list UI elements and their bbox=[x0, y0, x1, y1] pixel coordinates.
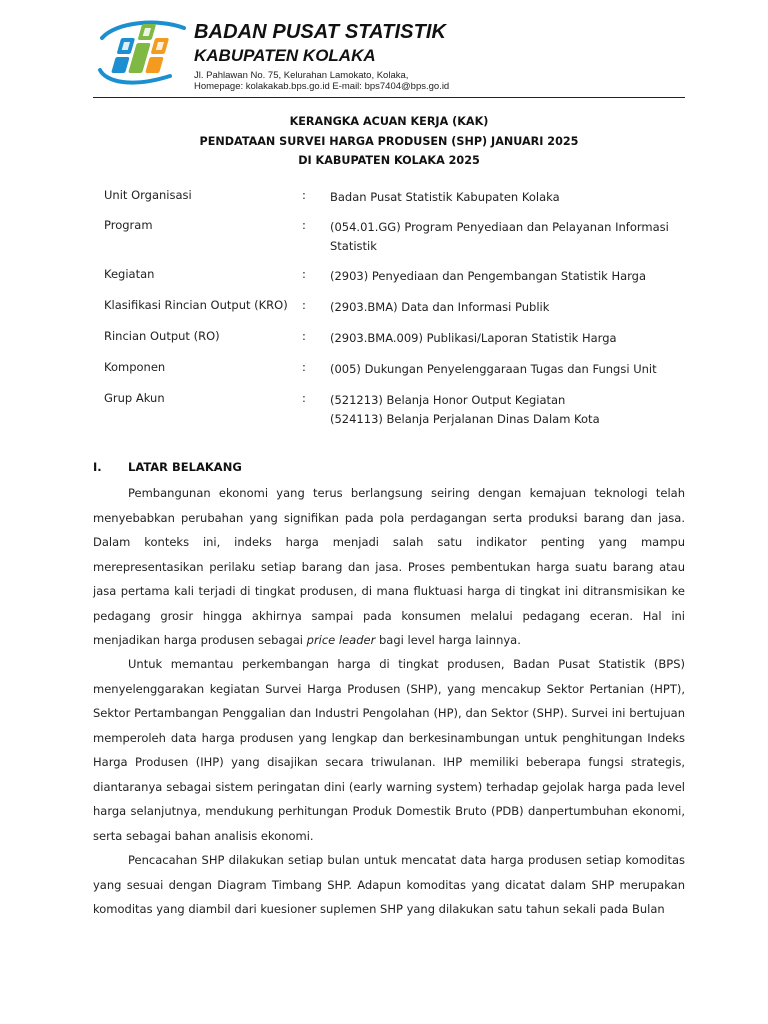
info-value-line: Badan Pusat Statistik Kabupaten Kolaka bbox=[330, 190, 560, 204]
document-title bbox=[93, 112, 685, 171]
info-colon: : bbox=[302, 391, 306, 405]
info-value-line: (005) Dukungan Penyelenggaraan Tugas dan Fungsi Unit bbox=[330, 362, 657, 376]
info-label: Program bbox=[104, 218, 153, 232]
info-value bbox=[330, 298, 682, 317]
info-value bbox=[330, 391, 682, 428]
info-colon: : bbox=[302, 329, 306, 343]
info-value-line: Statistik bbox=[330, 238, 377, 253]
info-value-line: (524113) Belanja Perjalanan Dinas Dalam Kota bbox=[330, 411, 600, 426]
info-colon: : bbox=[302, 188, 306, 202]
bps-logo-icon bbox=[92, 14, 188, 94]
info-value bbox=[330, 218, 682, 255]
org-subtitle: KABUPATEN KOLAKA bbox=[194, 46, 376, 65]
info-value bbox=[330, 188, 682, 207]
section-number: I. bbox=[93, 460, 102, 474]
info-label: Klasifikasi Rincian Output (KRO) bbox=[104, 298, 288, 312]
info-label: Unit Organisasi bbox=[104, 188, 192, 202]
info-colon: : bbox=[302, 267, 306, 281]
info-colon: : bbox=[302, 360, 306, 374]
info-label: Komponen bbox=[104, 360, 166, 374]
info-value-line: (2903) Penyediaan dan Pengembangan Statistik Harga bbox=[330, 269, 647, 283]
info-label: Rincian Output (RO) bbox=[104, 329, 220, 343]
body-paragraph: Untuk memantau perkembangan harga di tingkat produsen, Badan Pusat Statistik (BPS) menyelenggarakan kegiatan Survei Harga Produsen (SHP), yang mencakup Sektor Pertanian (HPT), Sektor Pertambangan Penggalian dan Industri Pengolahan (HP), dan Sektor (SHP). Survei ini bertujuan memperoleh data harga produsen yang lengkap dan berkesinambungan untuk penghitungan Indeks Harga Produsen (IHP) yang disajikan secara triwulanan. IHP memiliki beberapa fungsi strategis, diantaranya sebagai sistem peringatan dini (early warning system) terhadap gejolak harga pada level harga selanjutnya, mendukung perhitungan Produk Domestik Bruto (PDB) danpertumbuhan ekonomi, serta sebagai bahan analisis ekonomi. bbox=[93, 657, 685, 843]
info-colon: : bbox=[302, 298, 306, 312]
italic-term: price leader bbox=[306, 633, 376, 647]
info-label: Grup Akun bbox=[104, 391, 165, 405]
info-value bbox=[330, 329, 682, 348]
info-value bbox=[330, 267, 682, 286]
section-title: LATAR BELAKANG bbox=[128, 460, 242, 474]
document-title-line: KERANGKA ACUAN KERJA (KAK) bbox=[289, 115, 489, 128]
paragraph-text: bagi level harga lainnya. bbox=[375, 633, 521, 647]
org-address: Jl. Pahlawan No. 75, Kelurahan Lamokato, Kolaka, bbox=[194, 70, 409, 81]
info-value bbox=[330, 360, 682, 379]
info-value-line: (054.01.GG) Program Penyediaan dan Pelayanan Informasi bbox=[330, 220, 669, 234]
info-value-line: (2903.BMA.009) Publikasi/Laporan Statistik Harga bbox=[330, 331, 617, 345]
body-paragraph: Pencacahan SHP dilakukan setiap bulan untuk mencatat data harga produsen setiap komoditas yang sesuai dengan Diagram Timbang SHP. Adapun komoditas yang dicatat dalam SHP merupakan komoditas yang diambil dari kuesioner suplemen SHP yang dilakukan satu tahun sekali pada Bulan bbox=[93, 853, 685, 916]
document-title-line: PENDATAAN SURVEI HARGA PRODUSEN (SHP) JANUARI 2025 bbox=[199, 134, 579, 148]
info-value-line: (2903.BMA) Data dan Informasi Publik bbox=[330, 300, 550, 314]
info-colon: : bbox=[302, 218, 306, 232]
org-contact: Homepage: kolakakab.bps.go.id E-mail: bps7404@bps.go.id bbox=[194, 81, 450, 92]
document-title-line: DI KABUPATEN KOLAKA 2025 bbox=[298, 154, 480, 167]
info-value-line: (521213) Belanja Honor Output Kegiatan bbox=[330, 393, 566, 407]
info-label: Kegiatan bbox=[104, 267, 155, 281]
body-paragraph bbox=[93, 481, 685, 653]
paragraph-text: Pembangunan ekonomi yang terus berlangsung seiring dengan kemajuan teknologi telah menyebabkan perubahan yang signifikan pada pola perdagangan serta produksi barang dan jasa. Dalam konteks ini, indeks harga menjadi salah satu indikator penting yang mampu merepresentasikan perilaku setiap barang dan jasa. Proses pembentukan harga suatu barang atau jasa pertama kali terjadi di tingkat produsen, di mana fluktuasi harga di tingkat ini ditransmisikan ke pedagang grosir hingga akhirnya sampai pada konsumen melalui pedagang eceran. Hal ini menjadikan harga produsen sebagai bbox=[93, 486, 685, 647]
header-divider bbox=[93, 97, 685, 98]
org-title: BADAN PUSAT STATISTIK bbox=[194, 21, 447, 43]
